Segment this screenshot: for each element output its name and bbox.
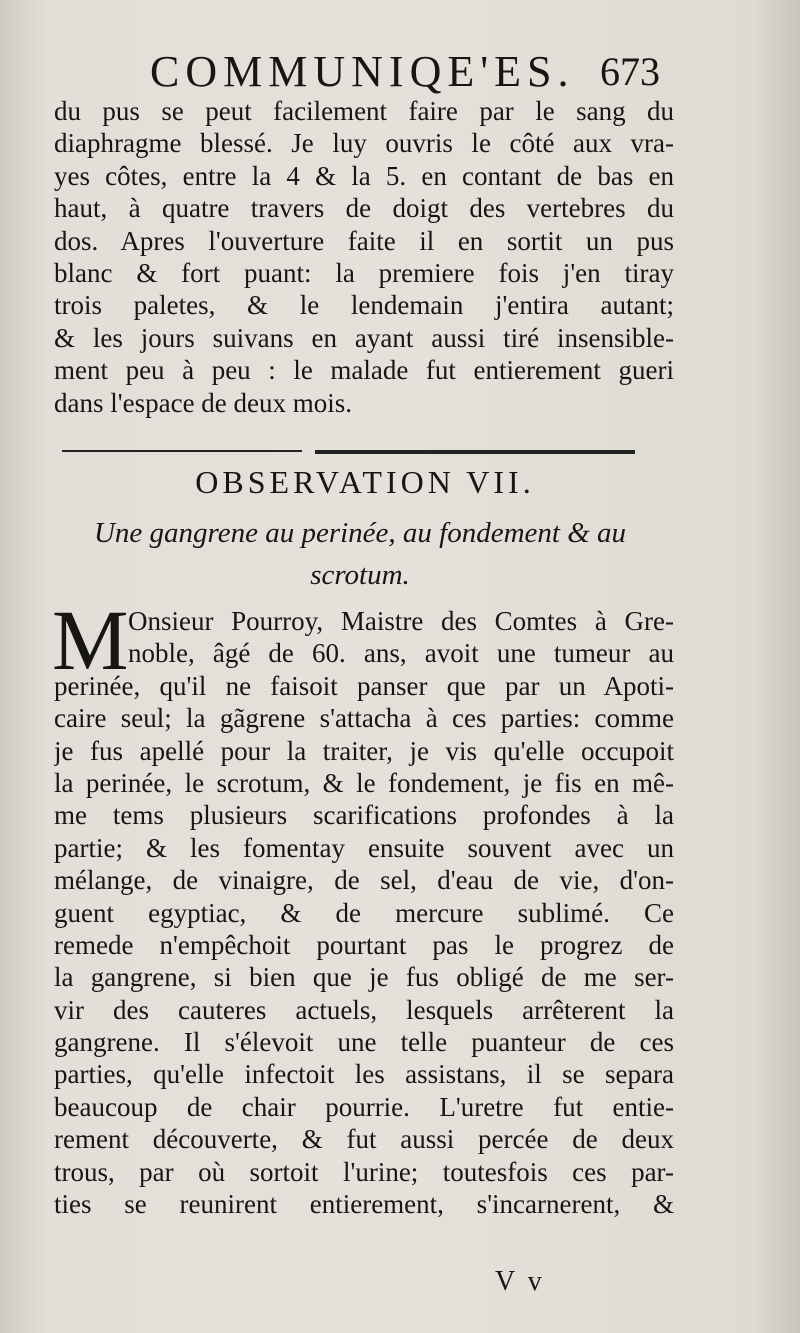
text-line: ment peu à peu : le malade fut entierement gueri	[54, 355, 674, 386]
text-line: guent egyptiac, & de mercure sublimé. Ce	[54, 897, 674, 928]
text-line: blanc & fort puant: la premiere fois j'en tiray	[54, 257, 674, 288]
text-line: diaphragme blessé. Je luy ouvris le côté aux vra-	[54, 128, 674, 159]
text-line: la gangrene, si bien que je fus obligé de me ser-	[54, 962, 674, 993]
intro-paragraph	[54, 95, 674, 419]
text-line: vir des cauteres actuels, lesquels arrêterent la	[54, 994, 674, 1025]
text-line: remede n'empêchoit pourtant pas le progrez de	[54, 929, 674, 960]
text-line: trois paletes, & le lendemain j'entira autant;	[54, 290, 674, 321]
text-line: mélange, de vinaigre, de sel, d'eau de vie, d'on-	[54, 865, 674, 896]
text-line: Onsieur Pourroy, Maistre des Comtes à Gre-	[128, 606, 674, 636]
text-line: ties se reunirent entierement, s'incarnerent, &	[54, 1189, 674, 1220]
text-line: noble, âgé de 60. ans, avoit une tumeur au	[128, 638, 674, 669]
text-line: parties, qu'elle infectoit les assistans, il se separa	[54, 1059, 674, 1090]
text-line: me tems plusieurs scarifications profondes à la	[54, 800, 674, 831]
text-line: haut, à quatre travers de doigt des vertebres du	[54, 193, 674, 224]
text-line: yes côtes, entre la 4 & la 5. en contant de bas en	[54, 160, 674, 191]
section-rule-right	[315, 450, 635, 454]
text-line: je fus apellé pour la traiter, je vis qu'elle occupoit	[54, 735, 674, 766]
running-title: COMMUNIQE'ES.	[150, 47, 575, 96]
text-line: trous, par où sortoit l'urine; toutesfois ces par-	[54, 1156, 674, 1187]
text-line: perinée, qu'il ne faisoit panser que par un Apoti-	[54, 670, 674, 701]
section-rule-left	[62, 450, 302, 452]
text-line: du pus se peut facilement faire par le sang du	[54, 96, 674, 126]
text-line: caire seul; la gãgrene s'attacha à ces parties: comme	[54, 703, 674, 734]
running-head	[0, 44, 800, 100]
observation-heading: OBSERVATION VII.	[195, 464, 535, 500]
text-line: beaucoup de chair pourrie. L'uretre fut entie-	[54, 1091, 674, 1122]
observation-paragraph	[54, 605, 674, 1220]
observation-subtitle	[40, 512, 680, 596]
subtitle-line: Une gangrene au perinée, au fondement & au	[93, 517, 627, 549]
text-line: gangrene. Il s'élevoit une telle puanteur de ces	[54, 1027, 674, 1058]
text-line: partie; & les fomentay ensuite souvent avec un	[54, 832, 674, 863]
text-line: dos. Apres l'ouverture faite il en sortit un pus	[54, 225, 674, 256]
drop-cap: M	[52, 592, 129, 688]
text-line: la perinée, le scrotum, & le fondement, je fis en mê-	[54, 767, 674, 798]
text-line: rement découverte, & fut aussi percée de deux	[54, 1124, 674, 1155]
subtitle-line: scrotum.	[310, 559, 410, 591]
text-line: & les jours suivans en ayant aussi tiré insensible-	[54, 322, 674, 353]
signature-mark: V v	[495, 1266, 545, 1297]
text-line: dans l'espace de deux mois.	[54, 387, 353, 418]
page-number: 673	[600, 49, 660, 94]
